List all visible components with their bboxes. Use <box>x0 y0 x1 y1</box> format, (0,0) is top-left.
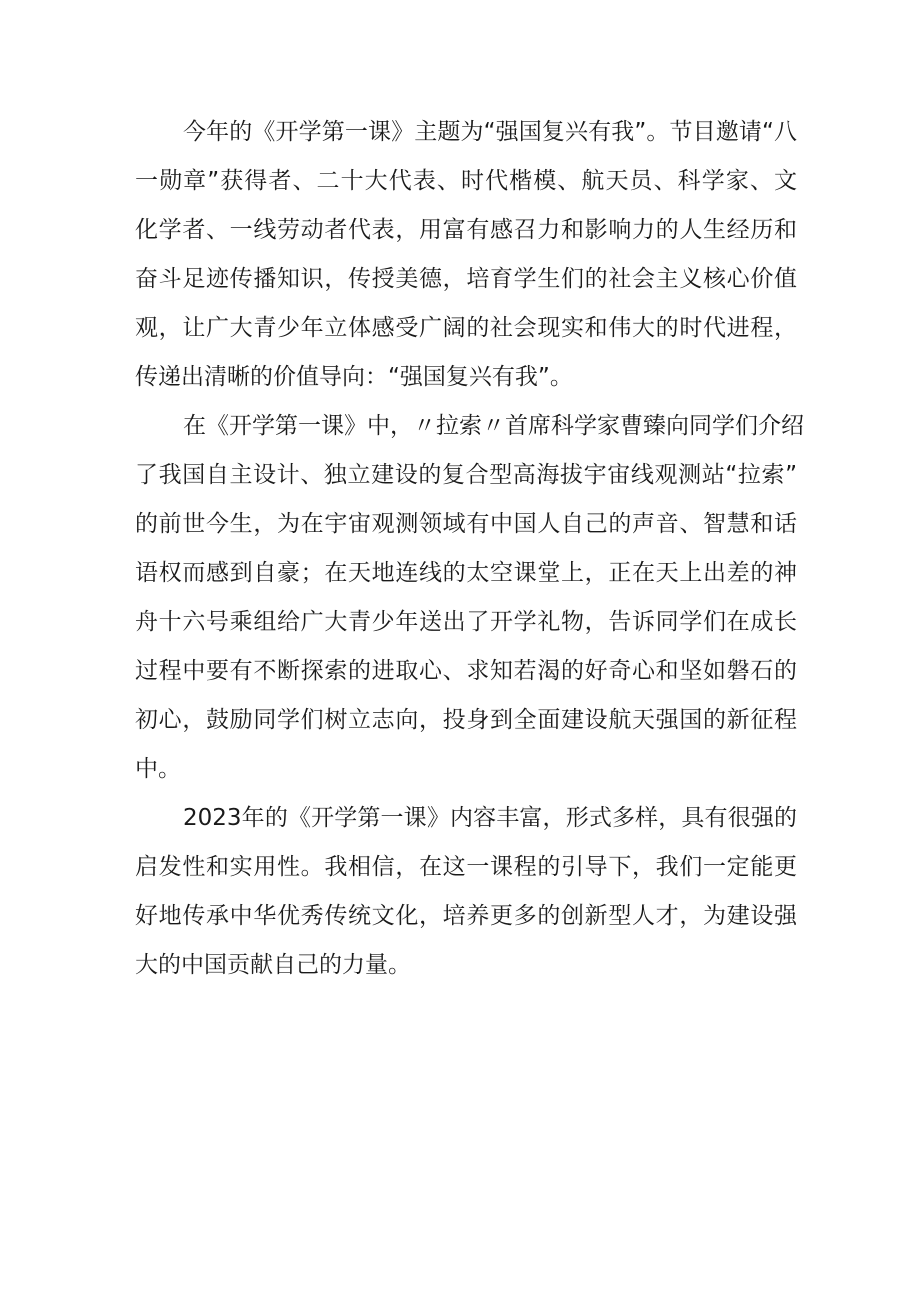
paragraph-1 <box>135 108 797 402</box>
paragraph-line: 今年的《开学第一课》主题为“强国复兴有我”。节目邀请“八 <box>183 119 797 145</box>
paragraph-line: 启发性和实用性。我相信，在这一课程的引导下，我们一定能更 <box>135 854 797 880</box>
paragraph-line: 一勋章”获得者、二十大代表、时代楷模、航天员、科学家、文 <box>135 168 797 194</box>
paragraph-line: 好地传承中华优秀传统文化，培养更多的创新型人才，为建设强 <box>135 903 797 929</box>
paragraph-line: 舟十六号乘组给广大青少年送出了开学礼物，告诉同学们在成长 <box>135 609 797 635</box>
paragraph-line: 初心，鼓励同学们树立志向，投身到全面建设航天强国的新征程 <box>135 707 797 733</box>
paragraph-line: 大的中国贡献自己的力量。 <box>135 952 411 978</box>
paragraph-line: 语权而感到自豪；在天地连线的太空课堂上，正在天上出差的神 <box>135 560 797 586</box>
paragraph-line: 传递出清晰的价值导向：“强国复兴有我”。 <box>135 364 573 390</box>
paragraph-line: 化学者、一线劳动者代表，用富有感召力和影响力的人生经历和 <box>135 217 797 243</box>
paragraph-line: 观，让广大青少年立体感受广阔的社会现实和伟大的时代进程， <box>135 315 797 341</box>
paragraph-line: 中。 <box>135 756 181 782</box>
paragraph-line: 在《开学第一课》中，〃拉索〃首席科学家曹臻向同学们介绍 <box>183 413 804 439</box>
paragraph-line: 了我国自主设计、独立建设的复合型高海拔宇宙线观测站“拉索” <box>135 462 797 488</box>
paragraph-line: 过程中要有不断探索的进取心、求知若渴的好奇心和坚如磐石的 <box>135 658 797 684</box>
paragraph-line: 奋斗足迹传播知识，传授美德，培育学生们的社会主义核心价值 <box>135 266 797 292</box>
paragraph-line: 的前世今生，为在宇宙观测领域有中国人自己的声音、智慧和话 <box>135 511 797 537</box>
document-body <box>135 108 804 990</box>
paragraph-3 <box>135 794 797 990</box>
paragraph-line: 2023年的《开学第一课》内容丰富，形式多样，具有很强的 <box>183 805 797 831</box>
paragraph-2 <box>135 402 804 794</box>
